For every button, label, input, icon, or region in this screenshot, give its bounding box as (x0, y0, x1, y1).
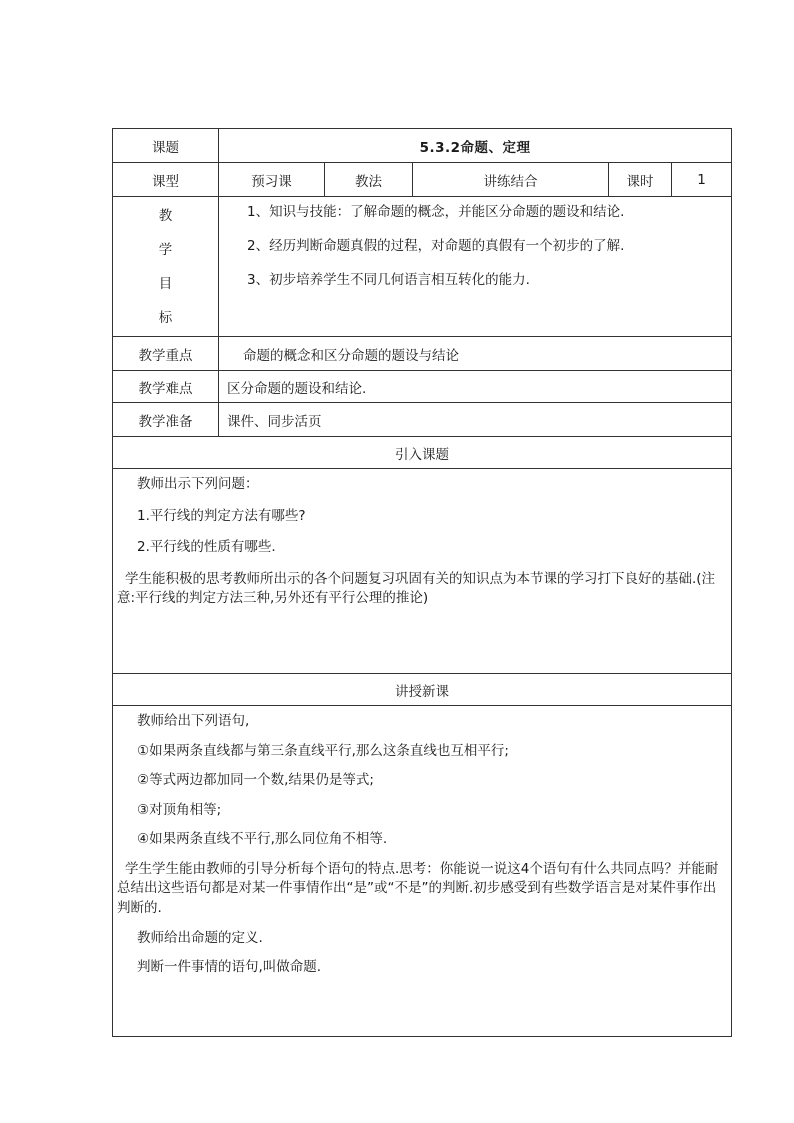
new-lesson-content (113, 706, 732, 1037)
intro-line: 学生能积极的思考教师所出示的各个问题复习巩固有关的知识点为本节课的学习打下良好的基础.(注意:平行线的判定方法三种,另外还有平行公理的推论) (117, 570, 716, 607)
topic-row (113, 129, 732, 163)
key-point-row (113, 337, 732, 371)
goals-label-char: 目 (158, 275, 173, 292)
method-label: 教法 (325, 163, 413, 197)
new-lesson-heading-row (113, 674, 732, 706)
method-value: 讲练结合 (413, 163, 609, 197)
hours-label: 课时 (609, 163, 672, 197)
type-row (113, 163, 732, 197)
intro-line: 教师出示下列问题： (137, 476, 259, 492)
difficulty-row (113, 371, 732, 403)
topic-label: 课题 (113, 129, 219, 163)
new-lesson-line: 判断一件事情的语句,叫做命题. (137, 959, 322, 976)
new-lesson-content-row (113, 706, 732, 1037)
goals-label-char: 教 (158, 207, 173, 224)
intro-line: 2.平行线的性质有哪些. (137, 539, 276, 556)
new-lesson-line: ①如果两条直线都与第三条直线平行,那么这条直线也互相平行; (137, 742, 509, 759)
goals-label (113, 197, 219, 337)
type-value: 预习课 (219, 163, 325, 197)
goal-item: 1、知识与技能：了解命题的概念，并能区分命题的题设和结论. (247, 204, 625, 220)
intro-content (113, 469, 732, 674)
new-lesson-line: 教师给出下列语句, (137, 713, 250, 729)
hours-value: 1 (672, 163, 732, 197)
topic-value: 5.3.2命题、定理 (219, 129, 732, 163)
preparation-label: 教学准备 (113, 403, 219, 437)
type-label: 课型 (113, 163, 219, 197)
lesson-plan-document (112, 128, 731, 1037)
goals-label-char: 学 (158, 241, 173, 258)
difficulty-value: 区分命题的题设和结论. (219, 371, 732, 403)
goals-label-char: 标 (158, 309, 173, 326)
new-lesson-line: 教师给出命题的定义. (137, 929, 263, 946)
new-lesson-line: ②等式两边都加同一个数,结果仍是等式; (137, 772, 374, 789)
intro-heading-row (113, 437, 732, 469)
new-lesson-line: ④如果两条直线不平行,那么同位角不相等. (137, 831, 388, 848)
intro-heading: 引入课题 (113, 437, 732, 469)
difficulty-label: 教学难点 (113, 371, 219, 403)
key-point-label: 教学重点 (113, 337, 219, 371)
preparation-row (113, 403, 732, 437)
goal-item: 3、初步培养学生不同几何语言相互转化的能力. (247, 272, 530, 288)
key-point-value: 命题的概念和区分命题的题设与结论 (219, 337, 732, 371)
new-lesson-line: 学生学生能由教师的引导分析每个语句的特点.思考：你能说一说这4个语句有什么共同点吗？并能耐总结出这些语句都是对某一件事情作出“是”或“不是”的判断.初步感受到有些数学语言是对某件事作出判断的. (117, 860, 719, 916)
intro-content-row (113, 469, 732, 674)
lesson-plan-table (112, 128, 732, 1037)
intro-line: 1.平行线的判定方法有哪些? (137, 507, 306, 524)
new-lesson-line: ③对顶角相等; (137, 801, 222, 818)
goals-row (113, 197, 732, 337)
goals-content (219, 197, 732, 337)
goal-item: 2、经历判断命题真假的过程，对命题的真假有一个初步的了解. (247, 238, 625, 254)
preparation-value: 课件、同步活页 (219, 403, 732, 437)
new-lesson-heading: 讲授新课 (113, 674, 732, 706)
